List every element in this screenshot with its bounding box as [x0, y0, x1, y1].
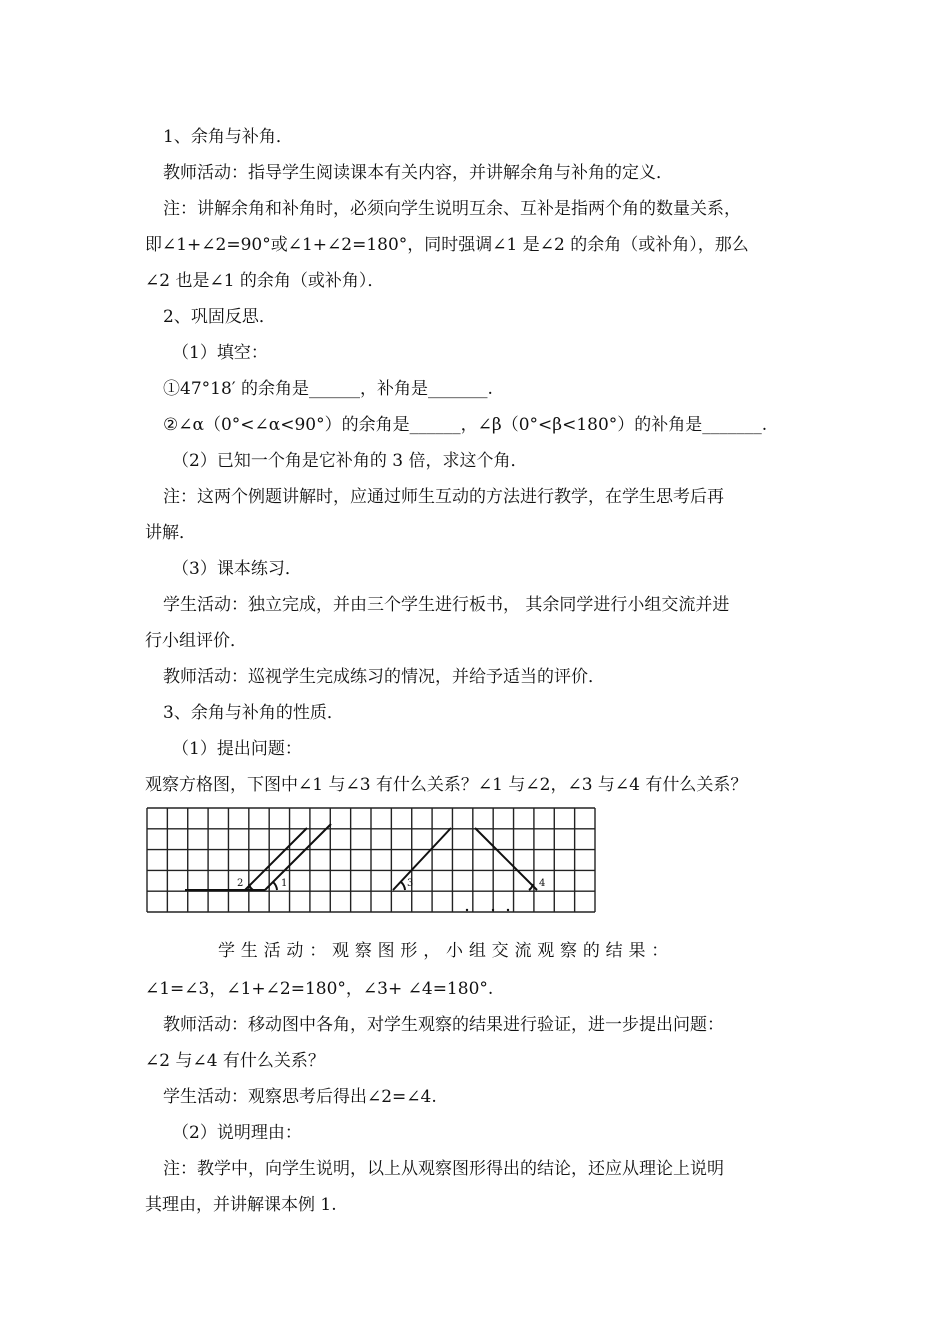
- paragraph: 其理由，并讲解课本例 1.: [145, 1195, 337, 1215]
- paragraph: 教师活动：巡视学生完成练习的情况，并给予适当的评价．: [163, 667, 605, 687]
- angle-arc: [401, 882, 405, 890]
- speck: [492, 909, 494, 911]
- angle-label-4: 4: [539, 878, 546, 889]
- section-heading-2: 2、巩固反思．: [163, 307, 276, 327]
- paragraph: 行小组评价．: [145, 631, 247, 651]
- figure-line: [393, 828, 451, 890]
- paragraph: ∠2 也是∠1 的余角（或补角）．: [145, 271, 385, 291]
- paragraph-spread: 学 生 活 动 ： 观 察 图 形 ， 小 组 交 流 观 察 的 结 果 ：: [218, 941, 669, 961]
- paragraph: 教师活动：移动图中各角，对学生观察的结果进行验证，进一步提出问题：: [163, 1015, 724, 1035]
- paragraph: （1）提出问题：: [172, 739, 302, 759]
- exercise-item: （2）已知一个角是它补角的 3 倍，求这个角．: [172, 451, 528, 471]
- paragraph: （3）课本练习．: [172, 559, 302, 579]
- speck: [466, 909, 468, 911]
- angle-arc: [273, 882, 277, 890]
- paragraph: 学生活动：独立完成，并由三个学生进行板书， 其余同学进行小组交流并进: [163, 595, 730, 615]
- angle-label-3: 3: [407, 878, 414, 889]
- angle-label-2: 2: [237, 878, 244, 889]
- exercise-item: ②∠α（0°<∠α<90°）的余角是______，∠β（0°<β<180°）的补角是_______.: [163, 415, 768, 435]
- grid-figure: [145, 806, 597, 914]
- paragraph: 观察方格图，下图中∠1 与∠3 有什么关系？∠1 与∠2，∠3 与∠4 有什么关系？: [145, 775, 748, 795]
- section-heading-1: 1、余角与补角．: [163, 127, 293, 147]
- paragraph: 教师活动：指导学生阅读课本有关内容，并讲解余角与补角的定义．: [163, 163, 673, 183]
- paragraph: 讲解．: [145, 523, 196, 543]
- paragraph: 注：教学中，向学生说明，以上从观察图形得出的结论，还应从理论上说明: [163, 1159, 724, 1179]
- paragraph: 注：这两个例题讲解时，应通过师生互动的方法进行教学，在学生思考后再: [163, 487, 724, 507]
- figure-line: [245, 828, 307, 890]
- speck: [507, 909, 509, 911]
- exercise-item: ①47°18′ 的余角是______，补角是_______.: [163, 379, 493, 399]
- paragraph: 学生活动：观察思考后得出∠2=∠4.: [163, 1087, 437, 1107]
- paragraph: ∠1=∠3，∠1+∠2=180°，∠3+ ∠4=180°.: [145, 979, 494, 999]
- paragraph: 注：讲解余角和补角时，必须向学生说明互余、互补是指两个角的数量关系，: [163, 199, 741, 219]
- paragraph: （1）填空：: [172, 343, 268, 363]
- grid-figure-svg: [145, 806, 597, 914]
- paragraph: （2）说明理由：: [172, 1123, 302, 1143]
- figure-line: [265, 824, 331, 890]
- paragraph: 即∠1+∠2=90°或∠1+∠2=180°，同时强调∠1 是∠2 的余角（或补角），那么: [145, 235, 749, 255]
- figure-line: [475, 828, 537, 890]
- paragraph: ∠2 与∠4 有什么关系？: [145, 1051, 325, 1071]
- section-heading-3: 3、余角与补角的性质．: [163, 703, 344, 723]
- angle-label-1: 1: [281, 878, 288, 889]
